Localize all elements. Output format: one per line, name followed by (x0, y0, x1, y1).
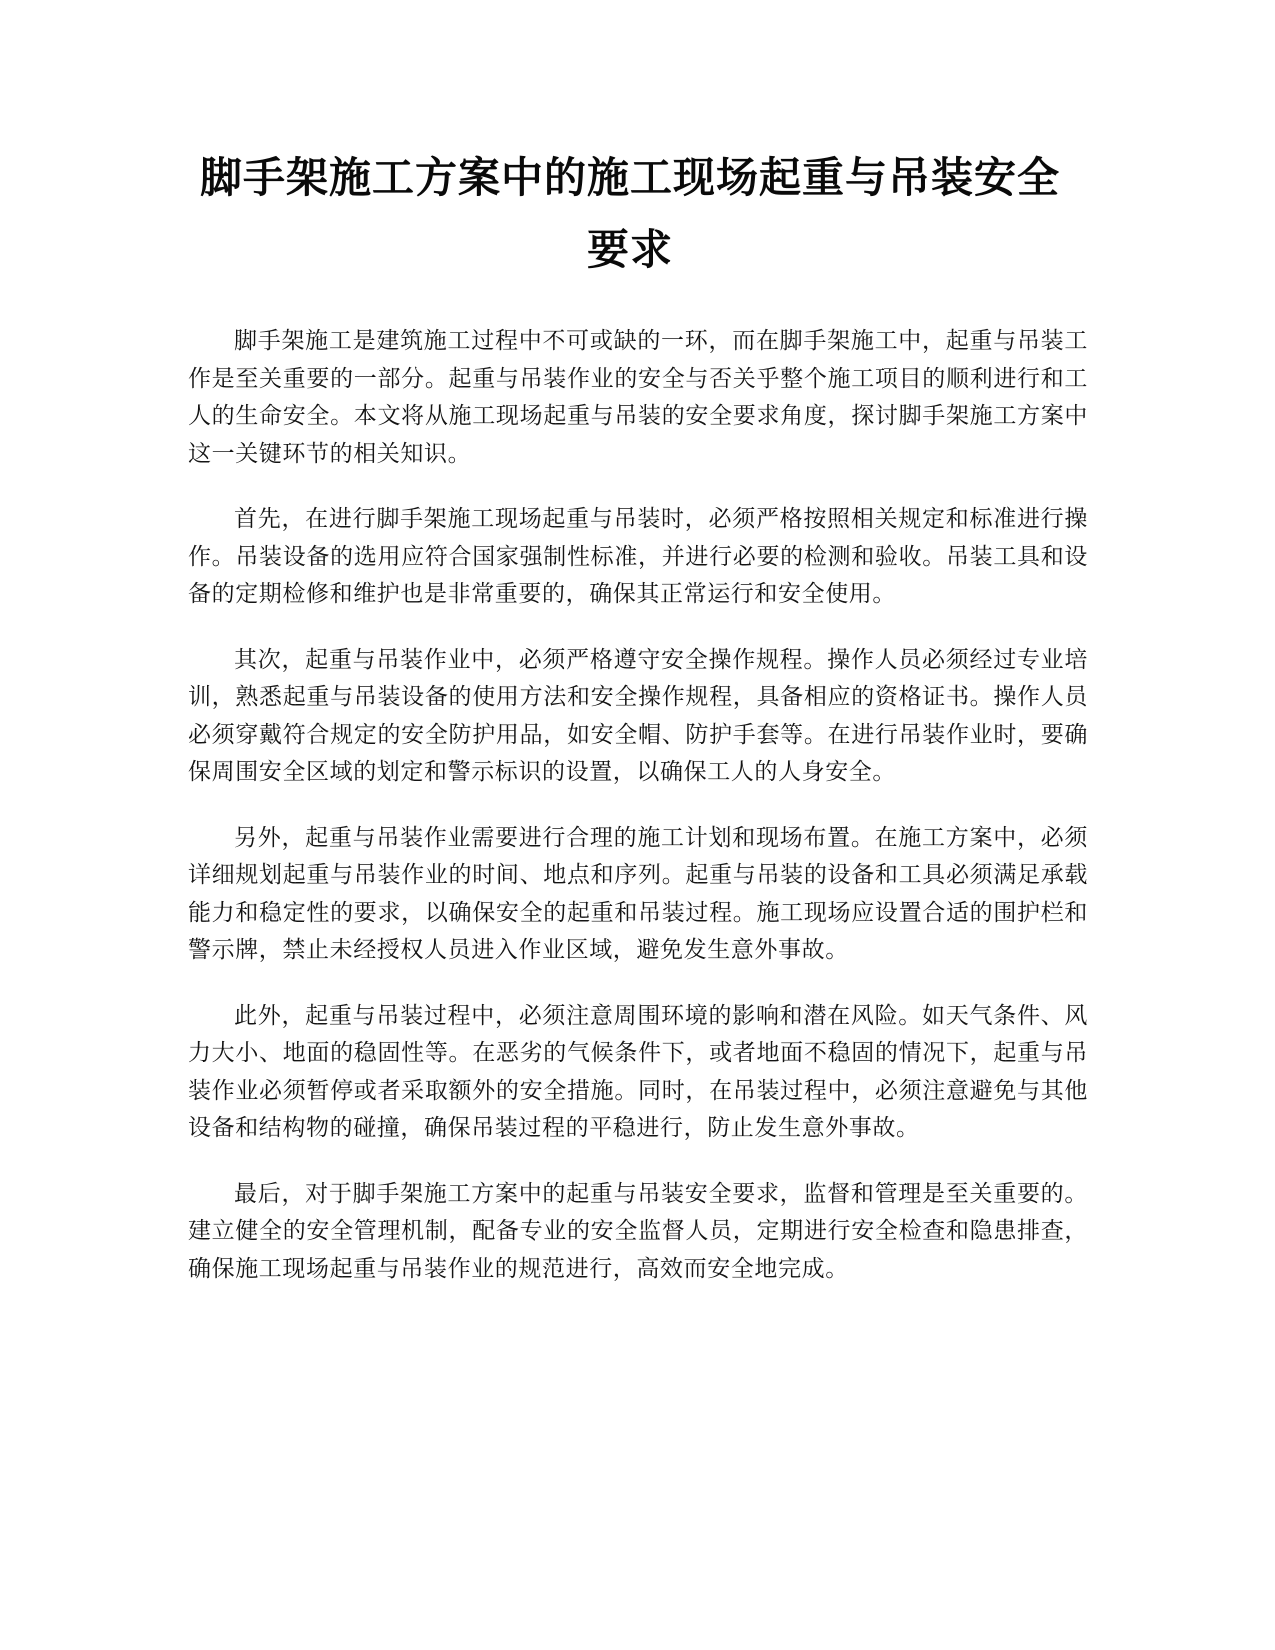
paragraph-5: 此外，起重与吊装过程中，必须注意周围环境的影响和潜在风险。如天气条件、风力大小、地面的稳固性等。在恶劣的气候条件下，或者地面不稳固的情况下，起重与吊装作业必须暂停或者采取额外的安全措施。同时，在吊装过程中，必须注意避免与其他设备和结构物的碰撞，确保吊装过程的平稳进行，防止发生意外事故。 (188, 1002, 1088, 1141)
paragraph-3: 其次，起重与吊装作业中，必须严格遵守安全操作规程。操作人员必须经过专业培训，熟悉起重与吊装设备的使用方法和安全操作规程，具备相应的资格证书。操作人员必须穿戴符合规定的安全防护用品，如安全帽、防护手套等。在进行吊装作业时，要确保周围安全区域的划定和警示标识的设置，以确保工人的人身安全。 (188, 646, 1088, 785)
paragraph-2: 首先，在进行脚手架施工现场起重与吊装时，必须严格按照相关规定和标准进行操作。吊装设备的选用应符合国家强制性标准，并进行必要的检测和验收。吊装工具和设备的定期检修和维护也是非常重要的，确保其正常运行和安全使用。 (188, 506, 1088, 607)
paragraph-1: 脚手架施工是建筑施工过程中不可或缺的一环，而在脚手架施工中，起重与吊装工作是至关重要的一部分。起重与吊装作业的安全与否关乎整个施工项目的顺利进行和工人的生命安全。本文将从施工现场起重与吊装的安全要求角度，探讨脚手架施工方案中这一关键环节的相关知识。 (188, 328, 1088, 467)
paragraph-4: 另外，起重与吊装作业需要进行合理的施工计划和现场布置。在施工方案中，必须详细规划起重与吊装作业的时间、地点和序列。起重与吊装的设备和工具必须满足承载能力和稳定性的要求，以确保安全的起重和吊装过程。施工现场应设置合适的围护栏和警示牌，禁止未经授权人员进入作业区域，避免发生意外事故。 (188, 824, 1088, 963)
document-body (188, 323, 1088, 1316)
document-title: 脚手架施工方案中的施工现场起重与吊装安全要求 (199, 153, 1060, 274)
paragraph-6: 最后，对于脚手架施工方案中的起重与吊装安全要求，监督和管理是至关重要的。建立健全的安全管理机制，配备专业的安全监督人员，定期进行安全检查和隐患排查，确保施工现场起重与吊装作业的规范进行，高效而安全地完成。 (188, 1180, 1088, 1282)
